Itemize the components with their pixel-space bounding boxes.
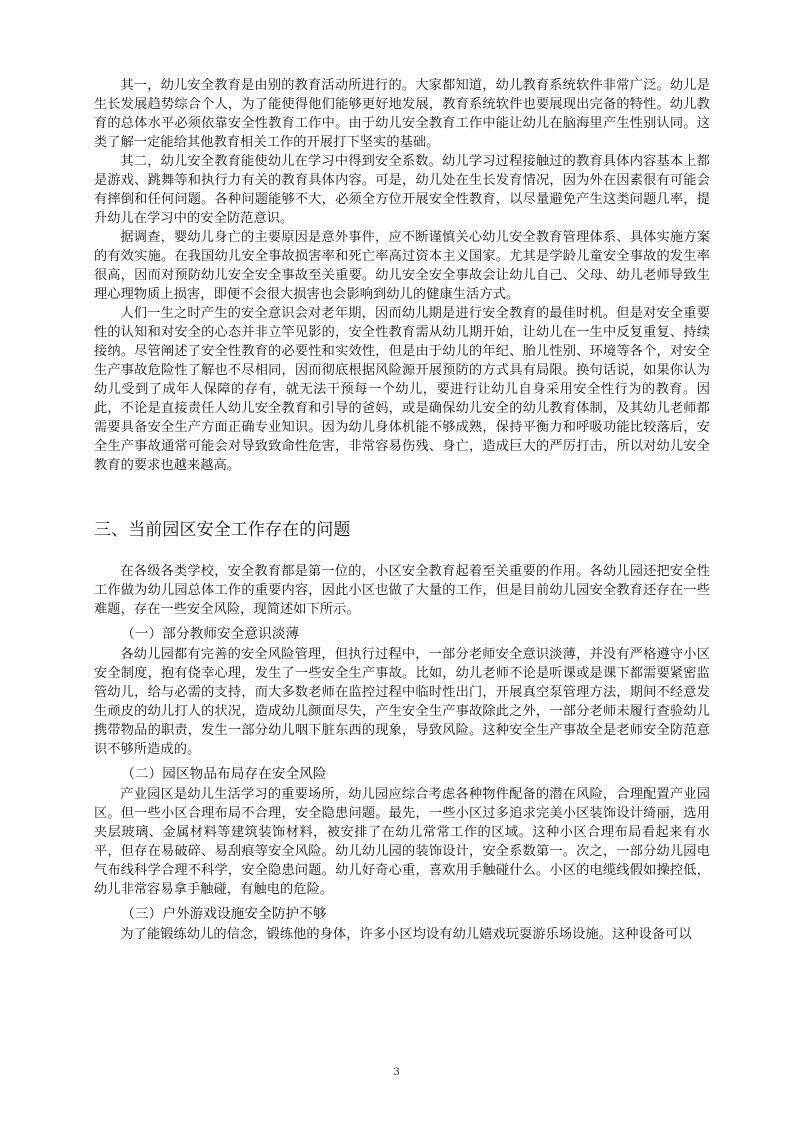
section-heading: 三、当前园区安全工作存在的问题 — [94, 520, 351, 540]
subsection-paragraph-3: 为了能锻练幼儿的信念，锻练他的身体，许多小区均设有幼儿嬉戏玩耍游乐场设施。这种设备可以 — [120, 927, 692, 942]
subsection-paragraph-1: 各幼儿园都有完善的安全风险管理，但执行过程中，一部分老师安全意识淡薄，并没有严格遵守小区安全制度，抱有侥幸心理，发生了一些安全生产事故。比如，幼儿老师不论是听课或是课下都需要紧密监管幼儿，给与必需的支持，而大多数老师在监控过程中临时性出门，开展真空泵管理方法，期间不经意发生顽皮的幼儿打人的状况，造成幼儿颜面尽失，产生安全生产事故除此之外，一部分老师未履行查验幼儿携带物品的职责，发生一部分幼儿咽下脏东西的现象，导致风险。这种安全生产事故全是老师安全防范意识不够所造成的。 — [94, 647, 710, 757]
subsection-heading-2: （二）园区物品布局存在安全风险 — [121, 766, 327, 782]
page-content — [94, 76, 710, 944]
subsection-heading-3: （三）户外游戏设施安全防护不够 — [121, 906, 327, 922]
paragraph-1: 其一，幼儿安全教育是由别的教育活动所进行的。大家都知道，幼儿教育系统软件非常广泛。幼儿是生长发展趋势综合个人，为了能使得他们能够更好地发展，教育系统软件也要展现出完备的特性。幼儿教育的总体水平必须依靠安全性教育工作中。由于幼儿安全教育工作中能让幼儿在脑海里产生性别认同。这类了解一定能给其他教育相关工作的开展打下坚实的基础。 — [94, 78, 710, 150]
paragraph-3: 据调查，婴幼儿身亡的主要原因是意外事件，应不断谨慎关心幼儿安全教育管理体系、具体实施方案的有效实施。在我国幼儿安全事故损害率和死亡率高过资本主义国家。尤其是学龄儿童安全事故的发生率很高，因而对预防幼儿安全安全事故至关重要。幼儿安全安全事故会让幼儿自己、父母、幼儿老师导致生理心理物质上损害，即便不会很大损害也会影响到幼儿的健康生活方式。 — [94, 230, 710, 302]
paragraph-2: 其二，幼儿安全教育能使幼儿在学习中得到安全系数。幼儿学习过程接触过的教育具体内容基本上都是游戏、跳舞等和执行力有关的教育具体内容。可是，幼儿处在生长发育情况，因为外在因素很有可能会有摔倒和任何问题。各种问题能够不大，必须全方位开展安全性教育，以尽量避免产生这类问题几率，提升幼儿在学习中的安全防范意识。 — [94, 154, 710, 226]
paragraph-4: 人们一生之时产生的安全意识会对老年期，因而幼儿期是进行安全教育的最佳时机。但是对安全重要性的认知和对安全的心态并非立竿见影的，安全性教育需从幼儿期开始，让幼儿在一生中反复重复、持续接纳。尽管阐述了安全性教育的必要性和实效性，但是由于幼儿的年纪、胎儿性别、环境等各个，对安全生产事故危险性了解也不尽相同，因而彻底根据风险源开展预防的方式具有局限。换句话说，如果你认为幼儿受到了成年人保障的存有，就无法干预每一个幼儿，要进行让幼儿自身采用安全性行为的教育。因此，不论是直接责任人幼儿安全教育和引导的爸妈，或是确保幼儿安全的幼儿教育体制，及其幼儿老师都需要具备安全生产方面正确专业知识。因为幼儿身体机能不够成熟，保持平衡力和呼吸功能比较落后，安全生产事故通常可能会对导致致命性危害，非常容易伤残、身亡，造成巨大的严厉打击，所以对幼儿安全教育的要求也越来越高。 — [94, 306, 710, 473]
subsection-heading-1: （一）部分教师安全意识淡薄 — [121, 626, 300, 642]
section-intro-paragraph: 在各级各类学校，安全教育都是第一位的，小区安全教育起着至关重要的作用。各幼儿园还把安全性工作做为幼儿园总体工作的重要内容，因此小区也做了大量的工作，但是目前幼儿园安全教育还存在一些难题，存在一些安全风险，现简述如下所示。 — [94, 564, 710, 617]
subsection-paragraph-2: 产业园区是幼儿生活学习的重要场所，幼儿园应综合考虑各种物件配备的潜在风险，合理配置产业园区。但一些小区合理布局不合理，安全隐患问题。最先，一些小区过多追求完美小区装饰设计绮丽，选用夹层玻璃、金属材料等建筑装饰材料，被安排了在幼儿常常工作的区域。这种小区合理布局看起来有水平，但存在易破碎、易刮痕等安全风险。幼儿幼儿园的装饰设计，安全系数第一。次之，一部分幼儿园电气布线科学合理不科学，安全隐患问题。幼儿好奇心重，喜欢用手触碰什么。小区的电缆线假如操控低，幼儿非常容易拿手触碰，有触电的危险。 — [94, 787, 710, 897]
page-number: 3 — [393, 1067, 400, 1078]
